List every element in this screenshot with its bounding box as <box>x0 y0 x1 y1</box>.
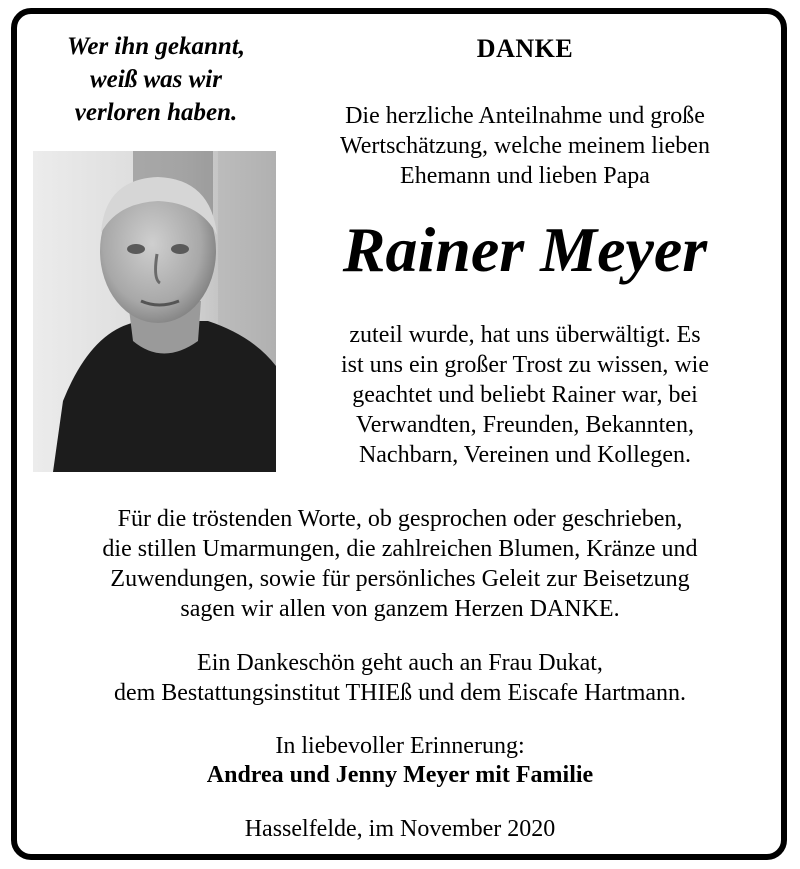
closing-line: In liebevoller Erinnerung: <box>275 733 525 759</box>
paragraph-line: Ein Dankeschön geht auch an Frau Dukat, <box>197 650 603 676</box>
paragraph-1 <box>300 320 750 470</box>
intro-line: Wertschätzung, welche meinem lieben <box>340 133 710 159</box>
motto-line: weiß was wir <box>90 66 222 93</box>
paragraph-line: sagen wir allen von ganzem Herzen DANKE. <box>180 596 620 622</box>
heading: DANKE <box>476 34 574 63</box>
paragraph-2 <box>20 504 780 624</box>
paragraph-line: Zuwendungen, sowie für persönliches Geleit zur Beisetzung <box>110 566 690 592</box>
paragraph-line: Nachbarn, Vereinen und Kollegen. <box>358 442 692 468</box>
paragraph-line: geachtet und beliebt Rainer war, bei <box>352 382 698 408</box>
paragraph-line: ist uns ein großer Trost zu wissen, wie <box>341 352 709 378</box>
portrait-photo <box>33 151 276 472</box>
paragraph-line: Für die tröstenden Worte, ob gesprochen oder geschrieben, <box>117 506 683 532</box>
deceased-name: Rainer Meyer <box>342 214 708 285</box>
intro-line: Die herzliche Anteilnahme und große <box>345 103 705 129</box>
signature: Andrea und Jenny Meyer mit Familie <box>206 762 594 788</box>
motto <box>36 30 276 129</box>
paragraph-line: Verwandten, Freunden, Bekannten, <box>356 412 694 438</box>
paragraph-3 <box>20 648 780 708</box>
intro-line: Ehemann und lieben Papa <box>400 163 650 189</box>
paragraph-line: die stillen Umarmungen, die zahlreichen Blumen, Kränze und <box>102 536 698 562</box>
paragraph-line: dem Bestattungsinstitut THIEß und dem Eiscafe Hartmann. <box>113 680 687 706</box>
paragraph-line: zuteil wurde, hat uns überwältigt. Es <box>349 322 701 348</box>
intro-text <box>300 101 750 191</box>
place-date: Hasselfelde, im November 2020 <box>244 816 556 842</box>
motto-line: Wer ihn gekannt, <box>66 33 246 60</box>
motto-line: verloren haben. <box>74 99 238 126</box>
portrait-photo-icon <box>33 151 276 472</box>
